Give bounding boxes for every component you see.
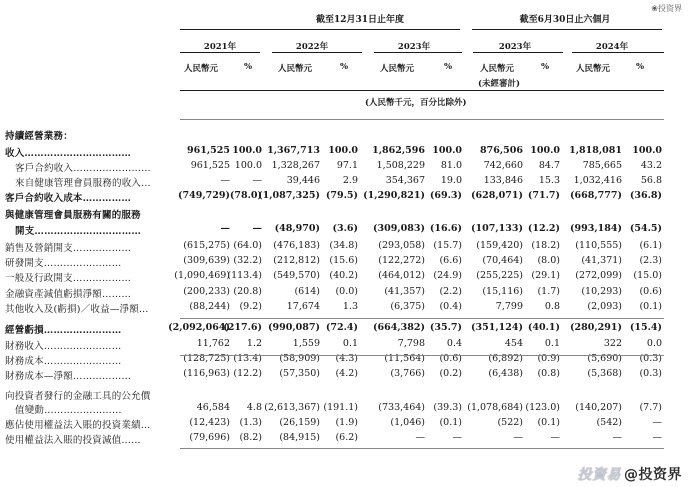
percent-cell: (1.7) bbox=[537, 286, 560, 297]
percent-cell: (64.0) bbox=[233, 240, 262, 251]
percent-cell: (6.1) bbox=[639, 240, 662, 251]
amount-cell: (107,133) bbox=[471, 223, 523, 234]
amount-cell: 785,665 bbox=[582, 160, 622, 171]
percent-cell: (36.8) bbox=[629, 190, 662, 201]
amount-cell: 876,506 bbox=[480, 145, 523, 156]
amount-cell: 961,525 bbox=[190, 160, 230, 171]
percent-cell: (0.3) bbox=[639, 368, 662, 379]
amount-cell: (159,420) bbox=[476, 240, 523, 251]
amount-cell: (1,087,325) bbox=[258, 190, 320, 201]
row-label: 客戶合約收入成本…………… bbox=[5, 193, 132, 204]
row-label: 應佔使用權益法入賬的投資業績… bbox=[5, 420, 151, 431]
year-header-2021: 2021年 bbox=[203, 42, 237, 52]
percent-cell: (32.2) bbox=[233, 255, 262, 266]
amount-cell: 454 bbox=[504, 338, 523, 349]
percent-cell: (39.3) bbox=[433, 402, 462, 413]
percent-cell: (123.0) bbox=[525, 402, 560, 413]
row-label: 財務成本—淨額……………… bbox=[5, 371, 132, 382]
percent-cell: (0.9) bbox=[537, 353, 560, 364]
amount-cell: (6,438) bbox=[488, 368, 523, 379]
amount-cell: 11,762 bbox=[196, 338, 230, 349]
unit-header-2023-h1: 人民幣元 bbox=[479, 64, 514, 74]
percent-cell: 100.0 bbox=[232, 145, 262, 156]
percent-cell: (18.2) bbox=[531, 240, 560, 251]
percent-cell: (79.5) bbox=[325, 190, 358, 201]
percent-cell: (54.5) bbox=[629, 223, 662, 234]
row-label: 收入…………………………… bbox=[5, 148, 132, 159]
percent-cell: 97.1 bbox=[336, 160, 358, 171]
period-rule-year bbox=[180, 29, 460, 30]
amount-cell: 1,508,229 bbox=[376, 160, 425, 171]
amount-cell: 322 bbox=[603, 338, 622, 349]
amount-cell: (668,777) bbox=[570, 190, 622, 201]
percent-cell: 100.0 bbox=[234, 160, 262, 171]
percent-cell: (4.2) bbox=[335, 368, 358, 379]
year-rule-2022 bbox=[272, 52, 362, 53]
percent-cell: (69.3) bbox=[429, 190, 462, 201]
percent-cell: (8.2) bbox=[239, 432, 262, 443]
percent-cell: — bbox=[652, 417, 662, 428]
percent-cell: (7.7) bbox=[639, 402, 662, 413]
amount-cell: (2,093) bbox=[587, 301, 622, 312]
percent-cell: (0.0) bbox=[335, 286, 358, 297]
year-rule-2023 bbox=[374, 52, 462, 53]
row-label: 與健康管理會員服務有關的服務 bbox=[5, 210, 141, 221]
amount-cell: (542) bbox=[596, 417, 622, 428]
row-label: 銷售及營銷開支……………… bbox=[5, 243, 132, 254]
year-header-2023: 2023年 bbox=[397, 42, 431, 52]
amount-cell: — bbox=[220, 175, 230, 186]
amount-cell: (5,690) bbox=[587, 353, 622, 364]
amount-cell: (200,233) bbox=[183, 286, 230, 297]
percent-cell: (78.0) bbox=[229, 190, 262, 201]
row-label: 研發開支…………………… bbox=[5, 258, 122, 269]
amount-cell: 17,674 bbox=[286, 301, 320, 312]
unit-note: (人民幣千元，百分比除外) bbox=[365, 98, 467, 108]
percent-cell: (13.4) bbox=[233, 353, 262, 364]
percent-cell: (16.6) bbox=[429, 223, 462, 234]
amount-cell: (293,058) bbox=[378, 240, 425, 251]
percent-cell: 19.0 bbox=[440, 175, 462, 186]
year-header-2023-h1: 2023年 bbox=[498, 42, 532, 52]
watermark-badge: 投資易 bbox=[577, 467, 621, 483]
amount-cell: (1,078,684) bbox=[467, 402, 523, 413]
amount-cell: (41,357) bbox=[384, 286, 425, 297]
amount-cell: (116,963) bbox=[183, 368, 230, 379]
pct-header-2022: % bbox=[339, 62, 349, 72]
amount-cell: 961,525 bbox=[187, 145, 230, 156]
row-label: 其他收入及(虧損)／收益—淨額… bbox=[5, 304, 149, 315]
amount-cell: (1,090,469) bbox=[174, 270, 230, 281]
row-label: 一般及行政開支……………… bbox=[5, 273, 132, 284]
percent-cell: 100.0 bbox=[328, 145, 358, 156]
year-rule-2024-h1 bbox=[572, 52, 664, 53]
amount-cell: (5,368) bbox=[587, 368, 622, 379]
amount-cell: (522) bbox=[497, 417, 523, 428]
percent-cell: (0.4) bbox=[439, 301, 462, 312]
percent-cell: 81.0 bbox=[440, 160, 462, 171]
percent-cell: 100.0 bbox=[432, 145, 462, 156]
amount-cell: (26,159) bbox=[279, 417, 320, 428]
amount-cell: (549,570) bbox=[273, 270, 320, 281]
row-label: 持續經營業務： bbox=[5, 131, 73, 142]
percent-cell: (0.3) bbox=[639, 353, 662, 364]
amount-cell: (309,639) bbox=[183, 255, 230, 266]
table-rule bbox=[180, 355, 664, 356]
percent-cell: — bbox=[252, 223, 262, 234]
amount-cell: (6,375) bbox=[390, 301, 425, 312]
amount-cell: (3,766) bbox=[390, 368, 425, 379]
pct-header-2023-h1: % bbox=[540, 62, 550, 72]
percent-cell: 2.9 bbox=[342, 175, 358, 186]
percent-cell: (113.4) bbox=[227, 270, 262, 281]
amount-cell: (88,244) bbox=[189, 301, 230, 312]
period-rule-six-months bbox=[472, 29, 662, 30]
amount-cell: (6,892) bbox=[488, 353, 523, 364]
watermark-bottom bbox=[578, 464, 683, 484]
amount-cell: 133,846 bbox=[483, 175, 523, 186]
year-header-2022: 2022年 bbox=[295, 42, 329, 52]
percent-cell: 1.3 bbox=[342, 301, 358, 312]
percent-cell: (71.7) bbox=[527, 190, 560, 201]
amount-cell: (476,183) bbox=[273, 240, 320, 251]
percent-cell: (9.2) bbox=[239, 301, 262, 312]
percent-cell: (0.2) bbox=[439, 368, 462, 379]
percent-cell: 84.7 bbox=[538, 160, 560, 171]
unaudited-note: (未經審計) bbox=[477, 79, 521, 89]
percent-cell: (6.2) bbox=[335, 432, 358, 443]
unit-header-2024-h1: 人民幣元 bbox=[575, 64, 610, 74]
amount-cell: (749,729) bbox=[178, 190, 230, 201]
row-label: 經營虧損…………………… bbox=[5, 325, 122, 336]
amount-cell: (615,275) bbox=[183, 240, 230, 251]
amount-cell: (11,564) bbox=[384, 353, 425, 364]
table-rule bbox=[180, 119, 664, 120]
amount-cell: (79,696) bbox=[189, 432, 230, 443]
row-label: 向投資者發行的金融工具的公允價 bbox=[5, 391, 151, 402]
row-label: 財務成本…………………… bbox=[5, 356, 122, 367]
percent-cell: (0.6) bbox=[439, 353, 462, 364]
amount-cell: (990,087) bbox=[268, 322, 320, 333]
amount-cell: (1,290,821) bbox=[363, 190, 425, 201]
amount-cell: (1,046) bbox=[390, 417, 425, 428]
amount-cell: — bbox=[415, 432, 425, 443]
amount-cell: (280,291) bbox=[570, 322, 622, 333]
amount-cell: (733,464) bbox=[378, 402, 425, 413]
amount-cell: (48,970) bbox=[274, 223, 320, 234]
percent-cell: (34.8) bbox=[329, 240, 358, 251]
amount-cell: (15,116) bbox=[482, 286, 523, 297]
percent-cell: (0.8) bbox=[537, 368, 560, 379]
percent-cell: (35.7) bbox=[429, 322, 462, 333]
amount-cell: (140,207) bbox=[575, 402, 622, 413]
row-label: 來自健康管理會員服務的收入… bbox=[15, 178, 151, 189]
period-header-six-months: 截至6月30日止六個月 bbox=[519, 15, 611, 25]
percent-cell: 0.0 bbox=[646, 338, 662, 349]
amount-cell: 1,559 bbox=[292, 338, 320, 349]
percent-cell: 0.1 bbox=[342, 338, 358, 349]
amount-cell: (122,272) bbox=[378, 255, 425, 266]
amount-cell: — bbox=[513, 432, 523, 443]
amount-cell: (351,124) bbox=[471, 322, 523, 333]
row-label: 開支…………………………… bbox=[15, 226, 142, 237]
percent-cell: (40.1) bbox=[527, 322, 560, 333]
header-rule bbox=[180, 90, 664, 91]
percent-cell: (217.6) bbox=[223, 322, 262, 333]
percent-cell: (1.3) bbox=[239, 417, 262, 428]
percent-cell: (0.1) bbox=[537, 417, 560, 428]
period-header-year-ended: 截至12月31日止年度 bbox=[315, 15, 405, 25]
amount-cell: (110,555) bbox=[575, 240, 622, 251]
row-label: 使用權益法入賬的投資減值…… bbox=[5, 435, 141, 446]
percent-cell: (191.1) bbox=[323, 402, 358, 413]
amount-cell: (628,071) bbox=[471, 190, 523, 201]
percent-cell: 100.0 bbox=[632, 145, 662, 156]
amount-cell: — bbox=[220, 223, 230, 234]
amount-cell: (2,613,367) bbox=[264, 402, 320, 413]
percent-cell: 15.3 bbox=[538, 175, 560, 186]
percent-cell: — bbox=[550, 432, 560, 443]
pct-header-2023: % bbox=[443, 62, 453, 72]
percent-cell: 43.2 bbox=[640, 160, 662, 171]
percent-cell: (40.2) bbox=[329, 270, 358, 281]
percent-cell: — bbox=[652, 432, 662, 443]
percent-cell: (15.0) bbox=[633, 270, 662, 281]
amount-cell: (614) bbox=[294, 286, 320, 297]
year-header-2024-h1: 2024年 bbox=[595, 42, 629, 52]
percent-cell: (15.4) bbox=[629, 322, 662, 333]
percent-cell: (1.9) bbox=[335, 417, 358, 428]
watermark-top: ❀投资界 bbox=[651, 4, 682, 13]
percent-cell: (12.2) bbox=[233, 368, 262, 379]
amount-cell: (84,915) bbox=[279, 432, 320, 443]
amount-cell: 1,862,596 bbox=[372, 145, 425, 156]
amount-cell: 742,660 bbox=[483, 160, 523, 171]
unit-header-2023: 人民幣元 bbox=[379, 64, 414, 74]
amount-cell: (128,725) bbox=[183, 353, 230, 364]
percent-cell: 4.8 bbox=[246, 402, 262, 413]
row-label: 財務收入…………………… bbox=[5, 341, 122, 352]
percent-cell: (2.2) bbox=[439, 286, 462, 297]
percent-cell: 100.0 bbox=[530, 145, 560, 156]
percent-cell: (6.6) bbox=[439, 255, 462, 266]
percent-cell: (15.7) bbox=[433, 240, 462, 251]
amount-cell: 1,328,267 bbox=[271, 160, 320, 171]
unit-header-2021: 人民幣元 bbox=[183, 64, 218, 74]
amount-cell: (309,083) bbox=[373, 223, 425, 234]
amount-cell: 7,799 bbox=[495, 301, 523, 312]
amount-cell: (464,012) bbox=[378, 270, 425, 281]
amount-cell: (12,423) bbox=[189, 417, 230, 428]
amount-cell: 1,367,713 bbox=[267, 145, 320, 156]
percent-cell: (4.3) bbox=[335, 353, 358, 364]
percent-cell: (0.1) bbox=[639, 301, 662, 312]
percent-cell: (3.6) bbox=[332, 223, 358, 234]
amount-cell: 1,032,416 bbox=[573, 175, 622, 186]
pct-header-2021: % bbox=[243, 62, 253, 72]
amount-cell: (70,464) bbox=[482, 255, 523, 266]
percent-cell: (8.0) bbox=[537, 255, 560, 266]
amount-cell: (255,225) bbox=[476, 270, 523, 281]
table-rule bbox=[180, 318, 664, 319]
amount-cell: 7,798 bbox=[397, 338, 425, 349]
unit-header-2022: 人民幣元 bbox=[277, 64, 312, 74]
row-label: 客戶合約收入…………………… bbox=[15, 163, 151, 174]
table-rule bbox=[180, 448, 664, 449]
percent-cell: 0.1 bbox=[544, 338, 560, 349]
percent-cell: (24.9) bbox=[433, 270, 462, 281]
amount-cell: (664,382) bbox=[373, 322, 425, 333]
percent-cell: (29.1) bbox=[531, 270, 560, 281]
percent-cell: (15.6) bbox=[329, 255, 358, 266]
percent-cell: 0.8 bbox=[544, 301, 560, 312]
percent-cell: — bbox=[252, 175, 262, 186]
amount-cell: (41,371) bbox=[581, 255, 622, 266]
amount-cell: (993,184) bbox=[570, 223, 622, 234]
amount-cell: (57,350) bbox=[279, 368, 320, 379]
amount-cell: — bbox=[612, 432, 622, 443]
row-label: 值變動…………………… bbox=[15, 405, 122, 416]
year-rule-2023-h1 bbox=[473, 52, 563, 53]
percent-cell: 56.8 bbox=[640, 175, 662, 186]
percent-cell: (0.6) bbox=[639, 286, 662, 297]
amount-cell: 354,367 bbox=[385, 175, 425, 186]
percent-cell: (0.1) bbox=[439, 417, 462, 428]
amount-cell: 46,584 bbox=[196, 402, 230, 413]
percent-cell: 0.4 bbox=[446, 338, 462, 349]
amount-cell: 1,818,081 bbox=[569, 145, 622, 156]
percent-cell: (20.8) bbox=[233, 286, 262, 297]
watermark-text: @投资界 bbox=[624, 467, 682, 483]
amount-cell: 39,446 bbox=[286, 175, 320, 186]
amount-cell: (10,293) bbox=[581, 286, 622, 297]
year-rule-2021 bbox=[180, 52, 260, 53]
percent-cell: — bbox=[452, 432, 462, 443]
percent-cell: 1.2 bbox=[246, 338, 262, 349]
amount-cell: (272,099) bbox=[575, 270, 622, 281]
amount-cell: (212,812) bbox=[273, 255, 320, 266]
amount-cell: (58,909) bbox=[279, 353, 320, 364]
amount-cell: (2,092,064) bbox=[168, 322, 230, 333]
percent-cell: (72.4) bbox=[325, 322, 358, 333]
row-label: 金融資產減值虧損淨額……… bbox=[5, 289, 132, 300]
percent-cell: (12.2) bbox=[527, 223, 560, 234]
pct-header-2024-h1: % bbox=[635, 62, 645, 72]
percent-cell: (2.3) bbox=[639, 255, 662, 266]
